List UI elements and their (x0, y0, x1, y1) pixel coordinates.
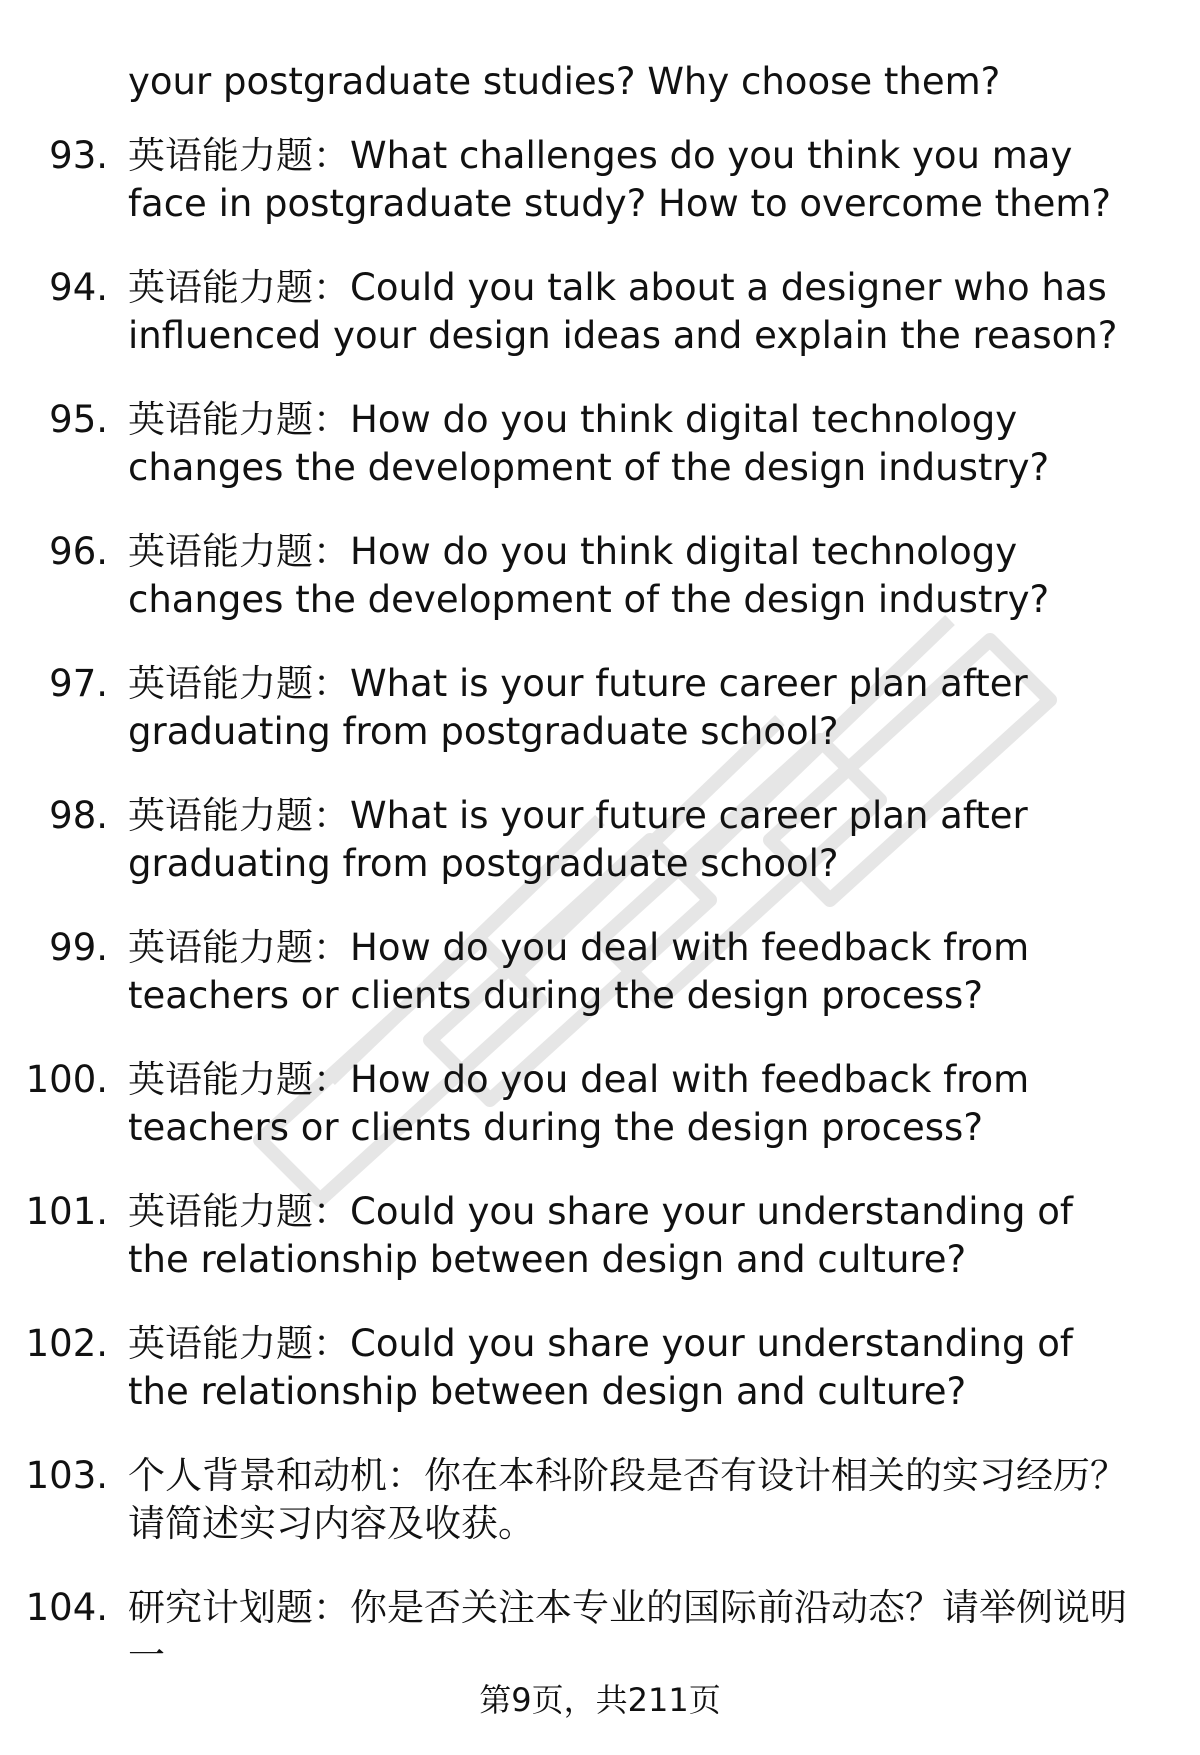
list-item (0, 132, 1200, 264)
list-item (0, 924, 1200, 1056)
question-text: 英语能力题：How do you think digital technology changes the development of the design industry? (128, 530, 1050, 621)
question-text: 英语能力题：What challenges do you think you may face in postgraduate study? How to overcome them? (128, 134, 1112, 225)
page-footer: 第9页，共211页 (479, 1681, 721, 1719)
question-number: 95. (49, 398, 108, 441)
question-text: 英语能力题：Could you share your understanding of the relationship between design and culture? (128, 1322, 1073, 1413)
question-number: 94. (49, 266, 108, 309)
list-item (0, 264, 1200, 396)
question-number: 100. (25, 1058, 108, 1101)
list-item (0, 1320, 1200, 1452)
list-item (0, 1056, 1200, 1188)
question-number: 93. (49, 134, 108, 177)
list-item (0, 396, 1200, 528)
question-number: 96. (49, 530, 108, 573)
question-text: 研究计划题：你是否关注本专业的国际前沿动态？请举例说明一 (128, 1586, 1127, 1677)
question-number: 97. (49, 662, 108, 705)
question-number: 102. (25, 1322, 108, 1365)
question-number: 103. (25, 1454, 108, 1497)
question-text: 英语能力题：How do you think digital technology changes the development of the design industry? (128, 398, 1050, 489)
question-text: 英语能力题：How do you deal with feedback from teachers or clients during the design process? (128, 1058, 1030, 1149)
question-number: 98. (49, 794, 108, 837)
list-item (0, 660, 1200, 792)
question-number: 101. (25, 1190, 108, 1233)
question-text: 英语能力题：How do you deal with feedback from teachers or clients during the design process? (128, 926, 1030, 1017)
list-item (0, 1452, 1200, 1584)
list-item (0, 528, 1200, 660)
question-text: 英语能力题：What is your future career plan after graduating from postgraduate school? (128, 662, 1028, 753)
question-text: 英语能力题：Could you share your understanding of the relationship between design and culture? (128, 1190, 1073, 1281)
question-text: 个人背景和动机：你在本科阶段是否有设计相关的实习经历？请简述实习内容及收获。 (128, 1454, 1127, 1545)
question-number: 104. (25, 1586, 108, 1629)
list-item (0, 1188, 1200, 1320)
continuation-text: your postgraduate studies? Why choose them? (128, 60, 1001, 103)
question-text: 英语能力题：Could you talk about a designer who has influenced your design ideas and explain the reason? (128, 266, 1118, 357)
question-list (0, 132, 1200, 1716)
list-item (0, 792, 1200, 924)
question-text: 英语能力题：What is your future career plan after graduating from postgraduate school? (128, 794, 1028, 885)
question-number: 99. (49, 926, 108, 969)
